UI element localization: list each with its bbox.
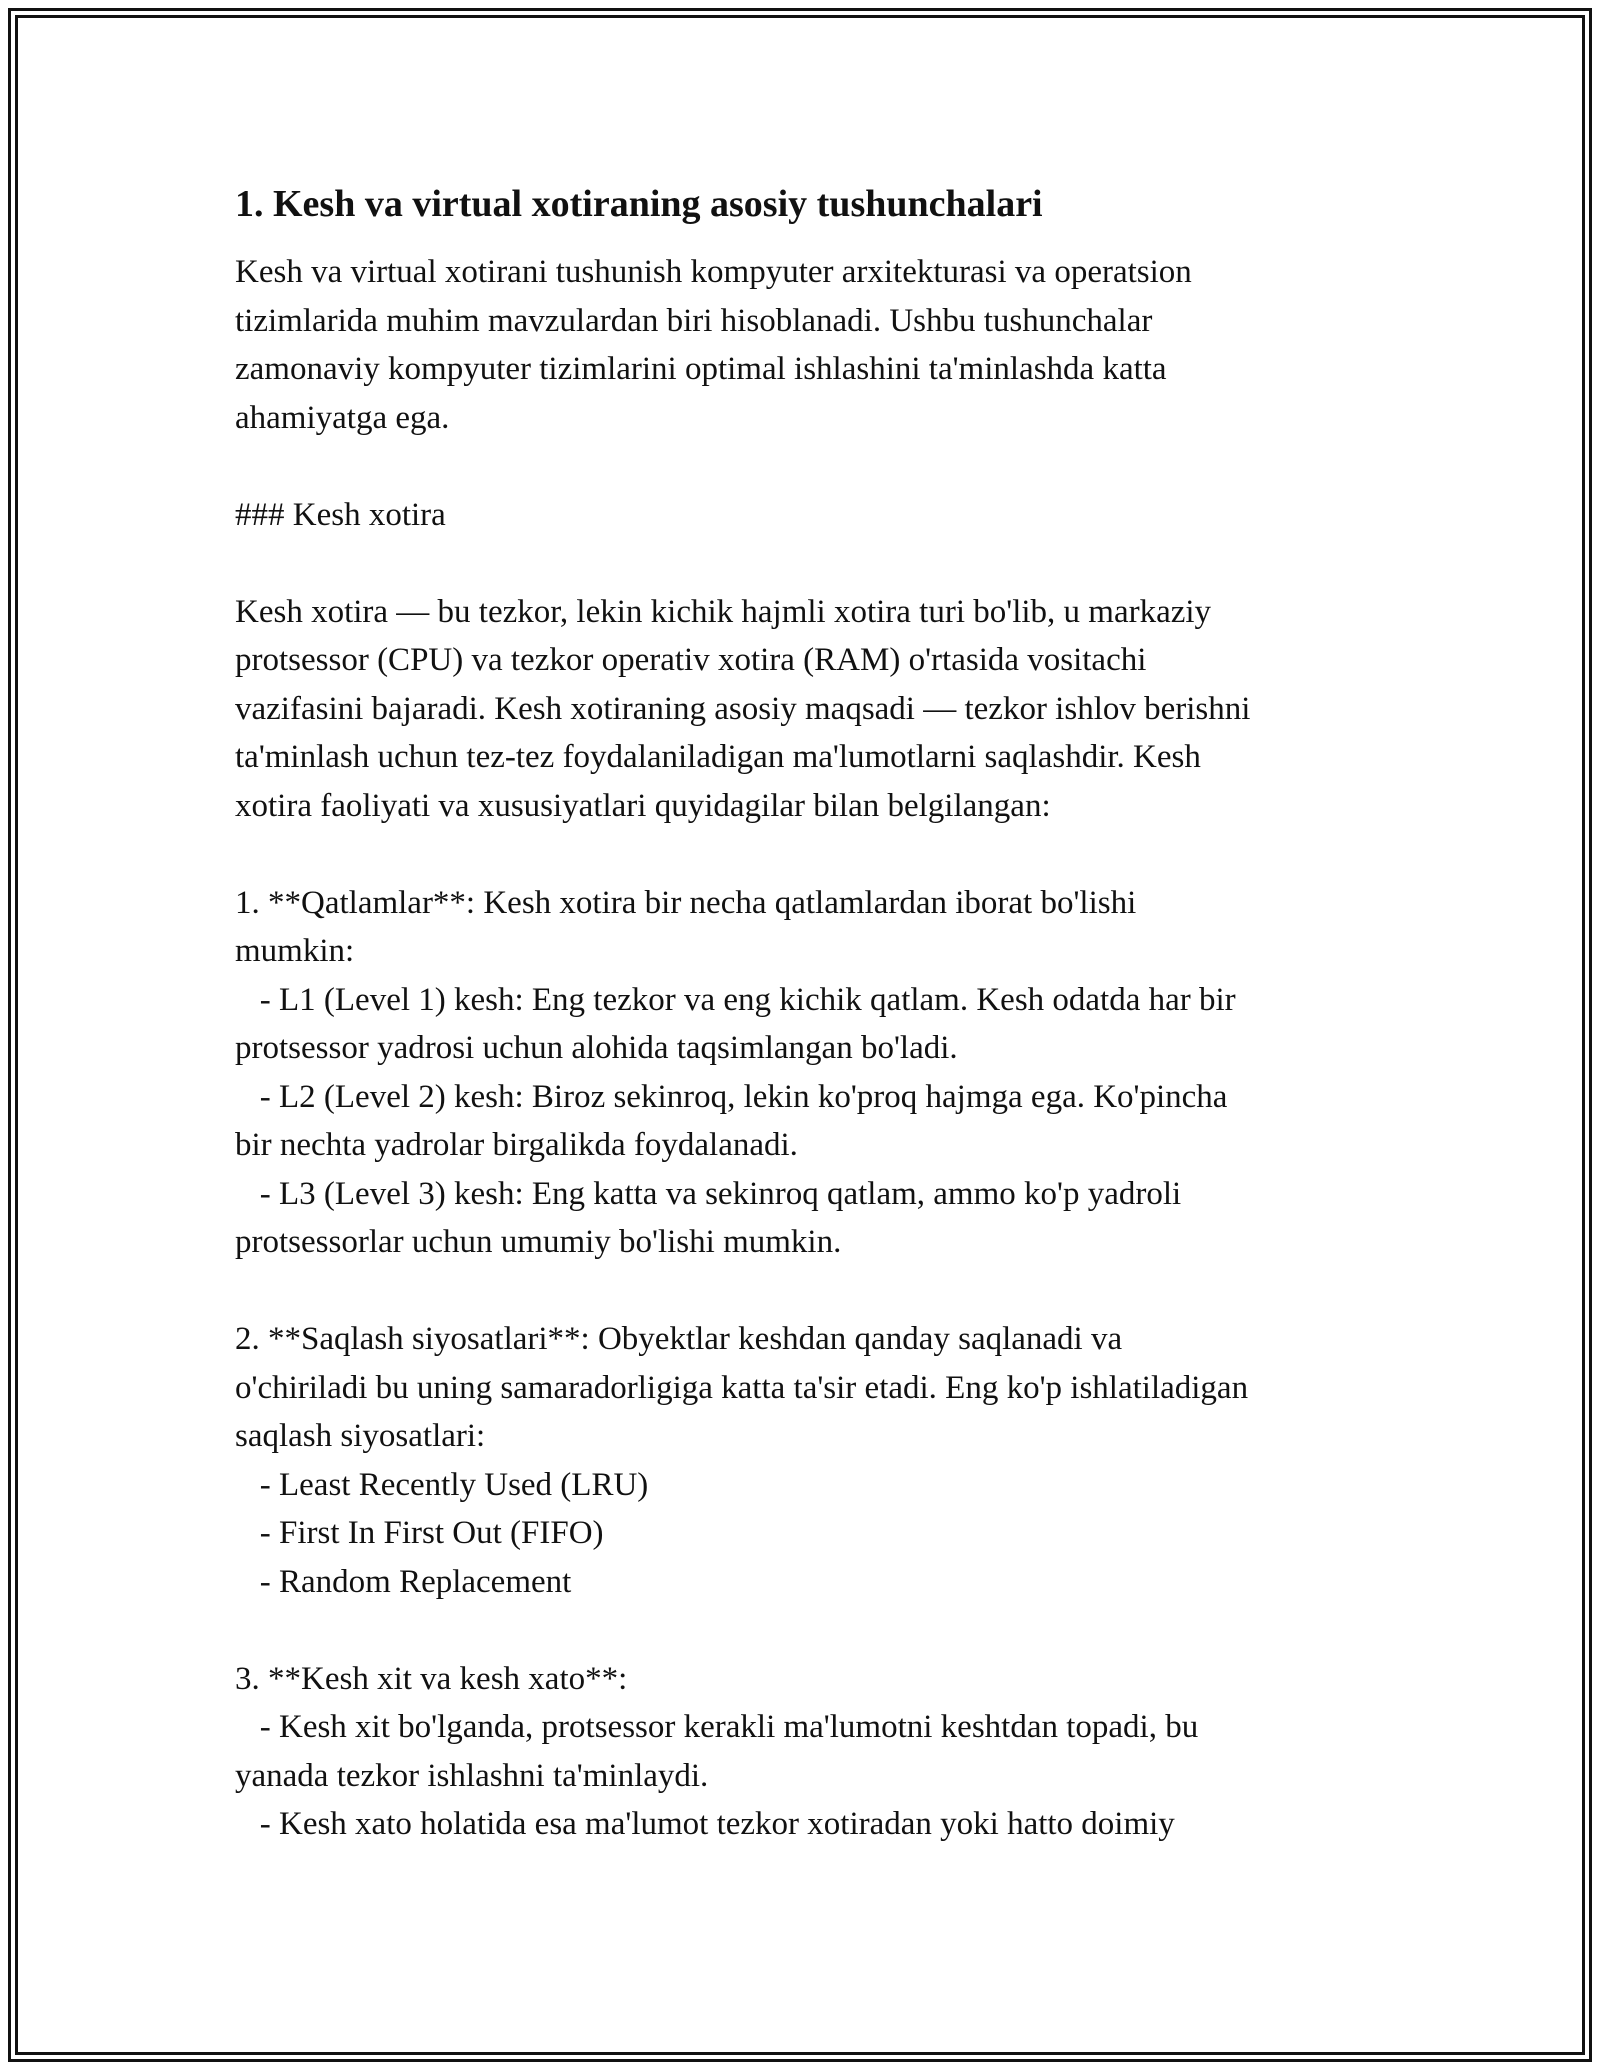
list-item-line: yanada tezkor ishlashni ta'minlaydi. <box>235 1757 709 1794</box>
intro-line: Kesh va virtual xotirani tushunish kompyuter arxitekturasi va operatsion <box>235 254 1192 290</box>
paragraph-gap <box>235 442 1385 491</box>
paragraph-gap <box>235 830 1385 879</box>
list-item-line: o'chiriladi bu uning samaradorligiga katta ta'sir etadi. Eng ko'p ishlatiladigan <box>235 1369 1249 1406</box>
intro-paragraph <box>235 248 1385 442</box>
list-item-layers <box>235 879 1385 1267</box>
list-item-line: - Random Replacement <box>235 1563 572 1600</box>
list-item-line: - Kesh xato holatida esa ma'lumot tezkor xotiradan yoki hatto doimiy <box>235 1806 1175 1842</box>
cache-paragraph-line: Kesh xotira — bu tezkor, lekin kichik hajmli xotira turi bo'lib, u markaziy <box>235 593 1212 630</box>
list-item-line: mumkin: <box>235 933 355 969</box>
list-item-line: 1. **Qatlamlar**: Kesh xotira bir necha qatlamlardan iborat bo'lishi <box>235 884 1137 921</box>
section-subheading: ### Kesh xotira <box>235 496 446 533</box>
list-item-line: protsessor yadrosi uchun alohida taqsimlangan bo'ladi. <box>235 1030 958 1066</box>
document-title: 1. Kesh va virtual xotiraning asosiy tushunchalari <box>235 183 1043 225</box>
cache-paragraph-line: protsessor (CPU) va tezkor operativ xotira (RAM) o'rtasida vositachi <box>235 642 1147 678</box>
list-item-line: - L1 (Level 1) kesh: Eng tezkor va eng kichik qatlam. Kesh odatda har bir <box>235 981 1236 1018</box>
cache-paragraph-line: vazifasini bajaradi. Kesh xotiraning asosiy maqsadi — tezkor ishlov berishni <box>235 690 1251 727</box>
intro-line: ahamiyatga ega. <box>235 399 450 436</box>
list-item-line: 3. **Kesh xit va kesh xato**: <box>235 1660 628 1697</box>
list-item-line: bir nechta yadrolar birgalikda foydalanadi. <box>235 1127 798 1163</box>
cache-paragraph-line: xotira faoliyati va xususiyatlari quyidagilar bilan belgilangan: <box>235 787 1051 824</box>
cache-paragraph-line: ta'minlash uchun tez-tez foydalaniladigan ma'lumotlarni saqlashdir. Kesh <box>235 739 1201 775</box>
document-body <box>235 180 1385 1849</box>
cache-paragraph <box>235 588 1385 831</box>
list-item-line: 2. **Saqlash siyosatlari**: Obyektlar keshdan qanday saqlanadi va <box>235 1321 1123 1357</box>
list-item-line: - Least Recently Used (LRU) <box>235 1466 649 1503</box>
list-item-line: saqlash siyosatlari: <box>235 1418 486 1454</box>
list-item-line: protsessorlar uchun umumiy bo'lishi mumkin. <box>235 1224 842 1260</box>
intro-line: zamonaviy kompyuter tizimlarini optimal ishlashini ta'minlashda katta <box>235 351 1167 387</box>
list-item-line: - L2 (Level 2) kesh: Biroz sekinroq, lekin ko'proq hajmga ega. Ko'pincha <box>235 1078 1228 1115</box>
list-item-line: - First In First Out (FIFO) <box>235 1515 604 1551</box>
paragraph-gap <box>235 1606 1385 1655</box>
paragraph-gap <box>235 539 1385 588</box>
list-item-line: - L3 (Level 3) kesh: Eng katta va sekinroq qatlam, ammo ko'p yadroli <box>235 1175 1182 1212</box>
intro-line: tizimlarida muhim mavzulardan biri hisoblanadi. Ushbu tushunchalar <box>235 302 1153 339</box>
list-item-line: - Kesh xit bo'lganda, protsessor kerakli ma'lumotni keshtdan topadi, bu <box>235 1709 1199 1745</box>
paragraph-gap <box>235 1267 1385 1316</box>
list-item-hit-miss <box>235 1655 1385 1849</box>
list-item-policies <box>235 1315 1385 1606</box>
